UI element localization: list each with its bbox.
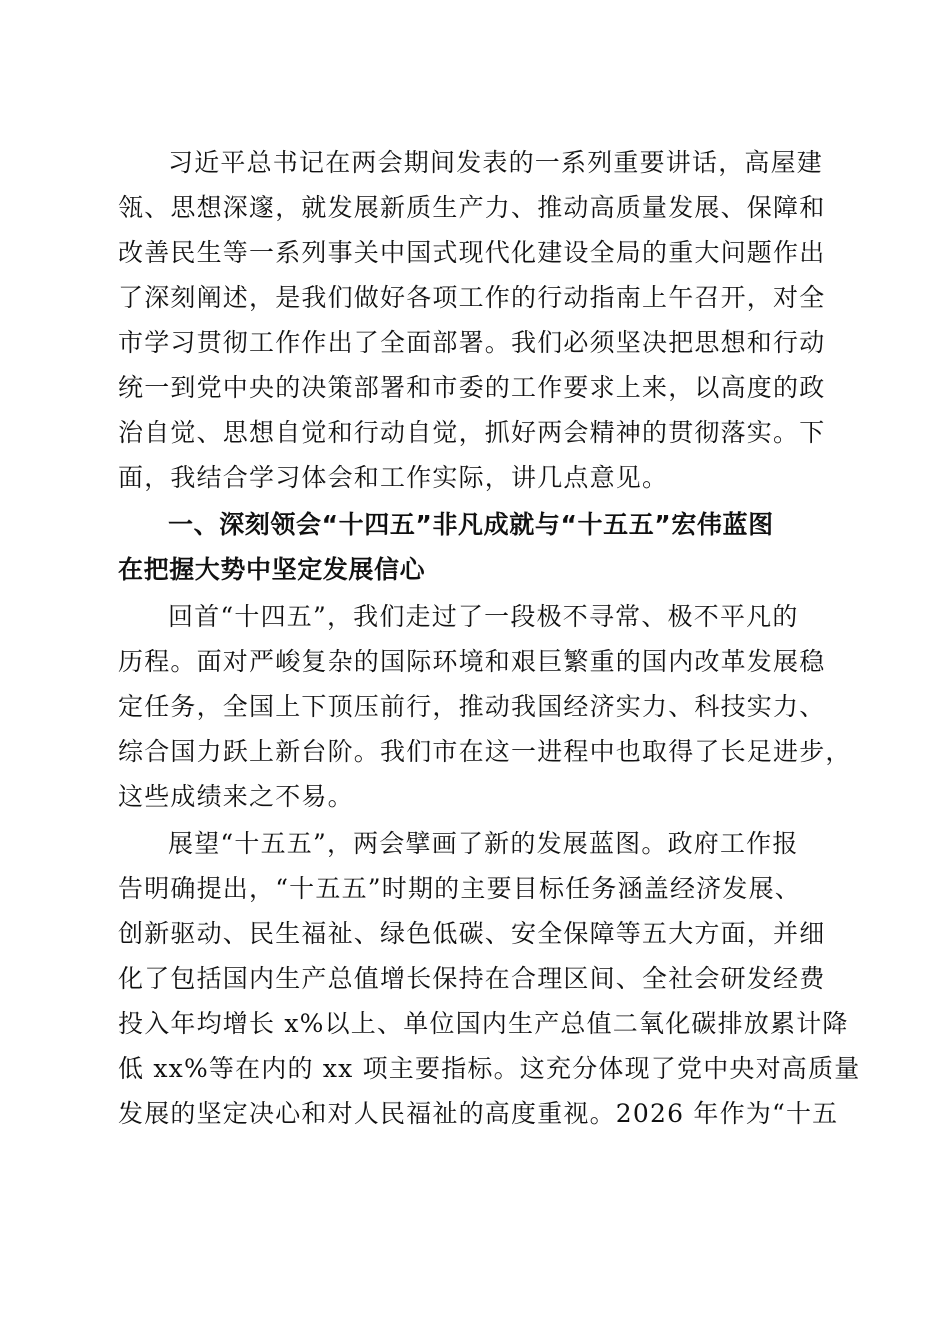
text-line: 面，我结合学习体会和工作实际，讲几点意见。 <box>118 463 669 492</box>
document-body <box>118 140 861 1136</box>
text-line: 习近平总书记在两会期间发表的一系列重要讲话，高屋建 <box>168 148 824 177</box>
heading-line: 在把握大势中坚定发展信心 <box>118 555 426 584</box>
text-line: 化了包括国内生产总值增长保持在合理区间、全社会研发经费 <box>118 964 826 993</box>
paragraph-review <box>118 594 852 819</box>
text-line: 创新驱动、民生福祉、绿色低碳、安全保障等五大方面，并细 <box>118 919 826 948</box>
paragraph-outlook <box>118 821 861 1136</box>
text-line: 治自觉、思想自觉和行动自觉，抓好两会精神的贯彻落实。下 <box>118 418 826 447</box>
text-line: 市学习贯彻工作作出了全面部署。我们必须坚决把思想和行动 <box>118 328 826 357</box>
text-line: 改善民生等一系列事关中国式现代化建设全局的重大问题作出 <box>118 238 826 267</box>
heading-line: 一、深刻领会“十四五”非凡成就与“十五五”宏伟蓝图 <box>168 510 774 539</box>
text-line: 综合国力跃上新台阶。我们市在这一进程中也取得了长足进步， <box>118 737 852 766</box>
paragraph-intro <box>118 140 833 500</box>
text-line: 回首“十四五”，我们走过了一段极不寻常、极不平凡的 <box>168 602 799 631</box>
text-line: 投入年均增长 x%以上、单位国内生产总值二氧化碳排放累计降 <box>118 1009 849 1038</box>
text-line: 了深刻阐述，是我们做好各项工作的行动指南上午召开，对全 <box>118 283 826 312</box>
section-heading-1 <box>118 502 833 592</box>
text-line: 告明确提出，“十五五”时期的主要目标任务涵盖经济发展、 <box>118 874 801 903</box>
text-line: 发展的坚定决心和对人民福祉的高度重视。2026 年作为“十五 <box>118 1099 839 1128</box>
text-line: 展望“十五五”，两会擘画了新的发展蓝图。政府工作报 <box>168 829 799 858</box>
text-line: 低 xx%等在内的 xx 项主要指标。这充分体现了党中央对高质量 <box>118 1054 861 1083</box>
text-line: 这些成绩来之不易。 <box>118 782 354 811</box>
text-line: 定任务，全国上下顶压前行，推动我国经济实力、科技实力、 <box>118 692 826 721</box>
text-line: 瓴、思想深邃，就发展新质生产力、推动高质量发展、保障和 <box>118 193 826 222</box>
text-line: 统一到党中央的决策部署和市委的工作要求上来，以高度的政 <box>118 373 826 402</box>
text-line: 历程。面对严峻复杂的国际环境和艰巨繁重的国内改革发展稳 <box>118 647 826 676</box>
